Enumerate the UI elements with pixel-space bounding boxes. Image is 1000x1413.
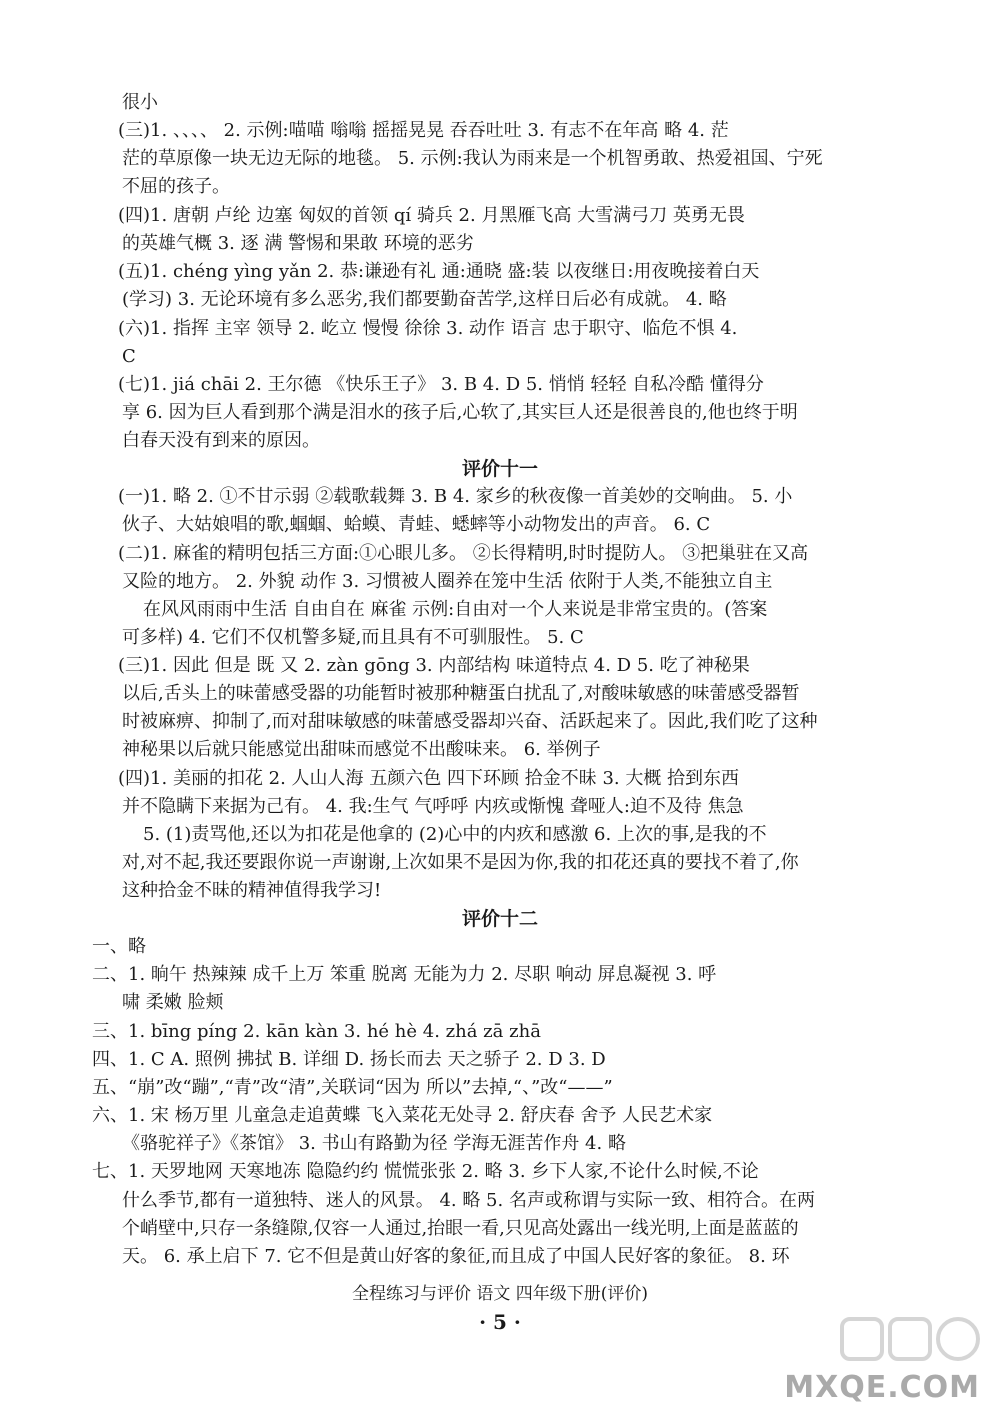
answer-line: 一、略	[92, 936, 146, 957]
answer-line: 茫的草原像一块无边无际的地毯。 5. 示例:我认为雨来是一个机智勇敢、热爱祖国、宁死	[122, 148, 823, 169]
answer-line: (三)1. 、、、、 2. 示例:喵喵 嗡嗡 摇摇晃晃 吞吞吐吐 3. 有志不在年高 略 4. 茫	[118, 120, 729, 141]
section-heading: 评价十二	[461, 908, 538, 930]
watermark-text: MXQE.COM	[784, 1370, 980, 1405]
answer-line: (四)1. 美丽的扣花 2. 人山人海 五颜六色 四下环顾 拾金不昧 3. 大概 拾到东西	[118, 768, 740, 789]
answer-line: 四、1. C A. 照例 拂拭 B. 详细 D. 扬长而去 天之骄子 2. D 3. D	[92, 1049, 606, 1070]
answer-line: 在风风雨雨中生活 自由自在 麻雀 示例:自由对一个人来说是非常宝贵的。(答案	[143, 599, 768, 620]
answer-line: 七、1. 天罗地网 天寒地冻 隐隐约约 慌慌张张 2. 略 3. 乡下人家,不论什么时候,不论	[92, 1161, 759, 1182]
answer-line: (三)1. 因此 但是 既 又 2. zàn gōng 3. 内部结构 味道特点 4. D 5. 吃了神秘果	[118, 655, 750, 676]
answer-line: 《骆驼祥子》《茶馆》 3. 书山有路勤为径 学海无涯苦作舟 4. 略	[122, 1133, 626, 1154]
answer-line: 神秘果以后就只能感觉出甜味而感觉不出酸味来。 6. 举例子	[122, 739, 601, 760]
answer-line: 5. (1)责骂他,还以为扣花是他拿的 (2)心中的内疚和感激 6. 上次的事,是我的不	[143, 824, 767, 845]
answer-line: 不屈的孩子。	[122, 176, 230, 197]
answer-line: 这种拾金不昧的精神值得我学习!	[122, 880, 382, 901]
answer-line: 很小	[122, 92, 158, 113]
answer-line: 天。 6. 承上启下 7. 它不但是黄山好客的象征,而且成了中国人民好客的象征。 8. 环	[122, 1246, 790, 1267]
answer-line: 白春天没有到来的原因。	[122, 430, 320, 451]
answer-line: 并不隐瞒下来据为己有。 4. 我:生气 气呼呼 内疚或惭愧 聋哑人:迫不及待 焦急	[122, 796, 744, 817]
answer-line: (六)1. 指挥 主宰 领导 2. 屹立 慢慢 徐徐 3. 动作 语言 忠于职守、临危不惧 4.	[118, 318, 738, 339]
footer-title: 全程练习与评价 语文 四年级下册(评价)	[351, 1284, 649, 1304]
answer-line: (学习) 3. 无论环境有多么恶劣,我们都要勤奋苦学,这样日后必有成就。 4. 略	[122, 289, 727, 310]
answer-line: 五、“崩”改“蹦”,“青”改“清”,关联词“因为 所以”去掉,“、”改“——”	[92, 1077, 613, 1098]
answer-line: (一)1. 略 2. ①不甘示弱 ②载歌载舞 3. B 4. 家乡的秋夜像一首美妙的交响曲。 5. 小	[118, 486, 793, 507]
answer-line: 对,对不起,我还要跟你说一声谢谢,上次如果不是因为你,我的扣花还真的要找不着了,你	[122, 852, 799, 873]
answer-line: 以后,舌头上的味蕾感受器的功能暂时被那种糖蛋白扰乱了,对酸味敏感的味蕾感受器暂	[122, 683, 800, 704]
answer-line: 什么季节,都有一道独特、迷人的风景。 4. 略 5. 名声或称谓与实际一致、相符合。在两	[122, 1190, 815, 1211]
answer-line: (二)1. 麻雀的精明包括三方面:①心眼儿多。 ②长得精明,时时提防人。 ③把巢驻在又高	[118, 543, 809, 564]
answer-line: (五)1. chéng yìng yǎn 2. 恭:谦逊有礼 通:通晓 盛:装 以夜继日:用夜晚接着白天	[118, 261, 760, 282]
answer-line: 六、1. 宋 杨万里 儿童急走追黄蝶 飞入菜花无处寻 2. 舒庆春 舍予 人民艺术家	[92, 1105, 713, 1126]
answer-line: 伙子、大姑娘唱的歌,蝈蝈、蛤蟆、青蛙、蟋蟀等小动物发出的声音。 6. C	[122, 514, 711, 535]
section-heading: 评价十一	[461, 458, 538, 480]
answer-line: 又险的地方。 2. 外貌 动作 3. 习惯被人圈养在笼中生活 依附于人类,不能独立自主	[122, 571, 773, 592]
answer-line: 可多样) 4. 它们不仅机警多疑,而且具有不可驯服性。 5. C	[122, 627, 584, 648]
answer-line: (七)1. jiá chāi 2. 王尔德 《快乐王子》 3. B 4. D 5. 悄悄 轻轻 自私冷酷 懂得分	[118, 374, 764, 395]
answer-line: 个峭壁中,只存一条缝隙,仅容一人通过,抬眼一看,只见高处露出一线光明,上面是蓝蓝的	[122, 1218, 799, 1239]
answer-line: 啸 柔嫩 脸颊	[122, 992, 224, 1013]
answer-line: 享 6. 因为巨人看到那个满是泪水的孩子后,心软了,其实巨人还是很善良的,他也终于明	[122, 402, 798, 423]
answer-line: (四)1. 唐朝 卢纶 边塞 匈奴的首领 qí 骑兵 2. 月黑雁飞高 大雪满弓刀 英勇无畏	[118, 205, 745, 226]
answer-line: 二、1. 晌午 热辣辣 成千上万 笨重 脱离 无能为力 2. 尽职 响动 屏息凝视 3. 呼	[92, 964, 717, 985]
answer-line: 三、1. bīng píng 2. kān kàn 3. hé hè 4. zhá zā zhā	[92, 1021, 541, 1042]
answer-line: C	[122, 346, 136, 367]
answer-line: 的英雄气概 3. 逐 满 警惕和果敢 环境的恶劣	[122, 233, 474, 254]
answer-line: 时被麻痹、抑制了,而对甜味敏感的味蕾感受器却兴奋、活跃起来了。因此,我们吃了这种	[122, 711, 818, 732]
page-number: · 5 ·	[479, 1310, 521, 1334]
